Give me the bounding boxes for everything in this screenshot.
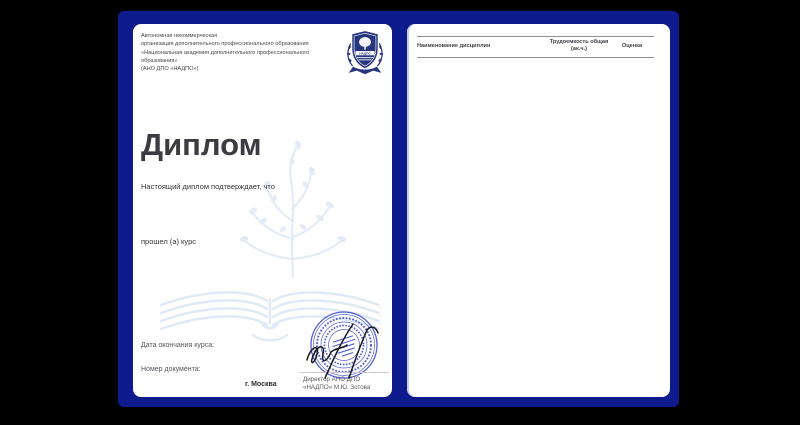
organization-name (141, 32, 341, 73)
org-line: «Национальная академия дополнительного профессионального (141, 49, 310, 56)
signature-icon (301, 320, 393, 382)
city-label: г. Москва (245, 381, 277, 388)
nadpo-logo-icon (345, 29, 385, 75)
confirmation-text: Настоящий диплом подтверждает, что (141, 182, 275, 191)
course-end-date-label: Дата окончания курса: (141, 342, 215, 349)
org-line: (АНО ДПО «НАДПО») (141, 66, 199, 73)
diploma-right-page (407, 24, 670, 397)
document-number-label: Номер документа: (141, 366, 201, 373)
column-header-hours: Трудоемкость общая (ак.ч.) (549, 39, 609, 52)
course-text: прошел (а) курс (141, 237, 197, 246)
logo-text: НАДПО (359, 51, 371, 56)
column-header-discipline-name: Наименование дисциплин (417, 42, 491, 49)
director-line: Директор АНО ДПО (303, 376, 361, 383)
diploma-folder-panel (118, 11, 679, 407)
column-header-grade: Оценка (621, 42, 643, 49)
org-line: образования» (141, 57, 178, 64)
table-top-rule (417, 36, 654, 37)
org-line: Автономная некоммерческая (141, 33, 218, 39)
director-line: «НАДПО» М.Ю. Зотова (303, 384, 371, 391)
diploma-left-page (133, 24, 392, 397)
disciplines-table-header (417, 39, 654, 53)
diploma-title: Диплом (141, 127, 262, 162)
table-bottom-rule (417, 57, 654, 58)
org-line: организация дополнительного профессионального образования (141, 41, 309, 48)
